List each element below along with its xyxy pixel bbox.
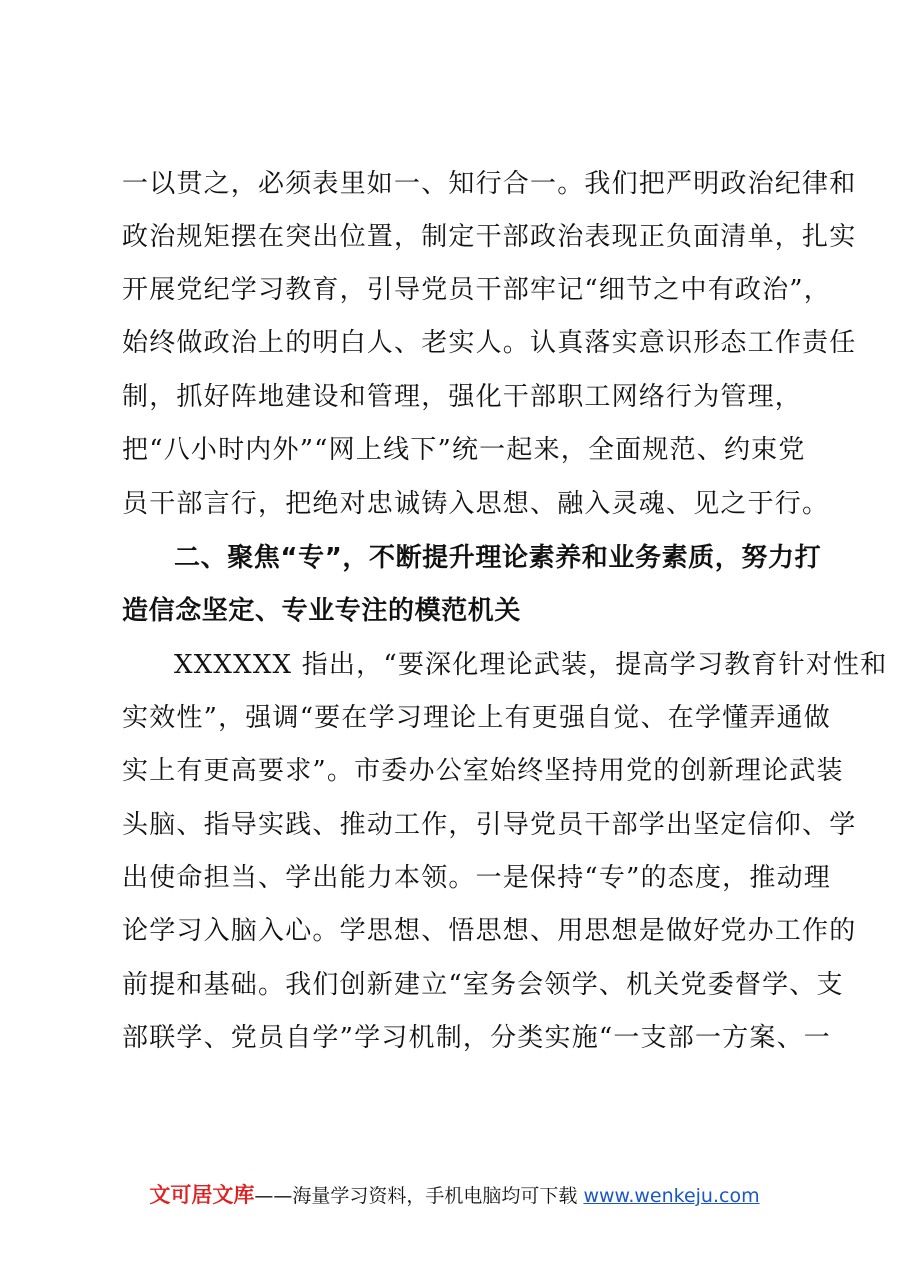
text-line: 实上有更高要求”。市委办公室始终坚持用党的创新理论武装 (122, 756, 844, 786)
text-line: 开展党纪学习教育，引导党员干部牢记“细节之中有政治”， (122, 275, 831, 305)
paragraph-first-line: XXXXXX 指出，“要深化理论武装，提高学习教育针对性和 (174, 650, 888, 680)
text-line: 部联学、党员自学”学习机制，分类实施“一支部一方案、一 (122, 1023, 831, 1053)
text-line: 出使命担当、学出能力本领。一是保持“专”的态度，推动理 (122, 863, 831, 893)
text-line: 头脑、指导实践、推动工作，引导党员干部学出坚定信仰、学 (122, 810, 857, 840)
footer-brand: 文可居文库 (149, 1183, 255, 1207)
text-line: 始终做政治上的明白人、老实人。认真落实意识形态工作责任 (122, 328, 857, 358)
footer-banner (0, 1181, 909, 1210)
text-line: 员干部言行，把绝对忠诚铸入思想、融入灵魂、见之于行。 (122, 489, 830, 519)
text-line: 实效性”，强调“要在学习理论上有更强自觉、在学懂弄通做 (122, 703, 831, 733)
text-line: 制，抓好阵地建设和管理，强化干部职工网络行为管理， (122, 382, 803, 412)
section-heading-line-2: 造信念坚定、专业专注的模范机关 (122, 596, 522, 626)
text-line: 一以贯之，必须表里如一、知行合一。我们把严明政治纪律和 (122, 169, 857, 199)
text-line: 前提和基础。我们创新建立“室务会领学、机关党委督学、支 (122, 970, 844, 1000)
text-line: 政治规矩摆在突出位置，制定干部政治表现正负面清单，扎实 (122, 222, 857, 252)
text-line: 论学习入脑入心。学思想、悟思想、用思想是做好党办工作的 (122, 916, 857, 946)
footer-slogan: ——海量学习资料，手机电脑均可下载 (254, 1185, 578, 1207)
footer-link[interactable]: www.wenkeju.com (583, 1185, 760, 1207)
section-heading-line-1: 二、聚焦“专”，不断提升理论素养和业务素质，努力打 (174, 543, 822, 573)
text-line: 把“八小时内外”“网上线下”统一起来，全面规范、约束党 (122, 435, 806, 465)
